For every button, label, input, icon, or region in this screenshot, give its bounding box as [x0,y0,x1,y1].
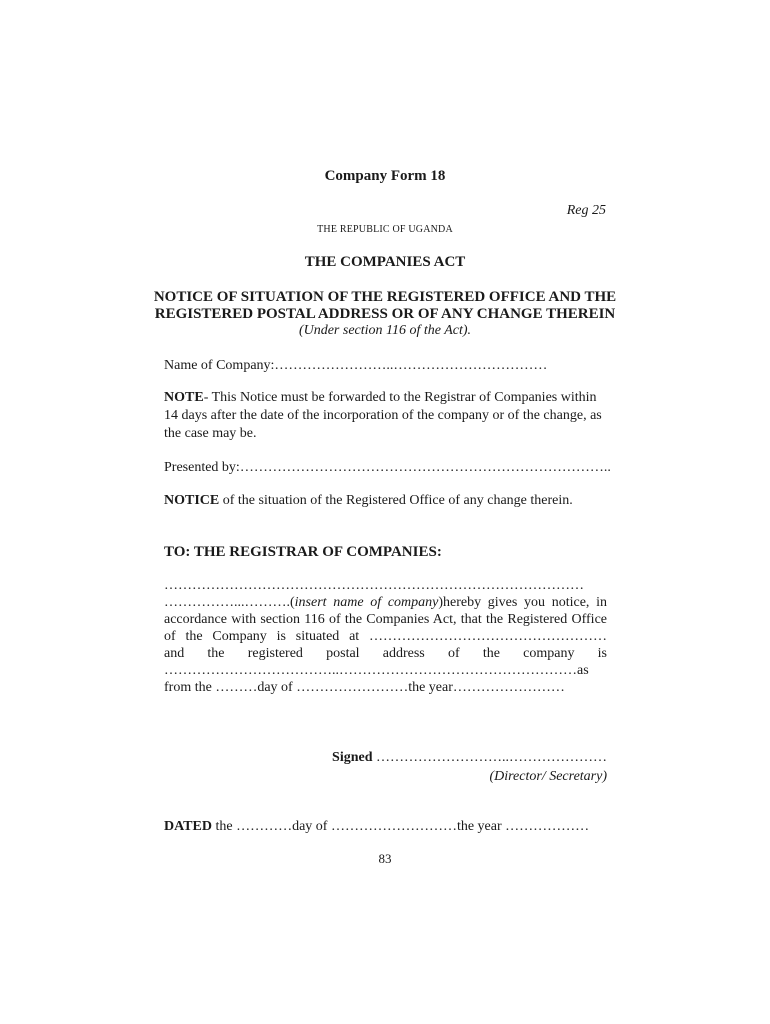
insert-company-name-hint: insert name of company [294,595,439,610]
notice-text: of the situation of the Registered Office of any change therein. [219,493,573,508]
paragraph-fragment: ……………...……….( [164,595,295,610]
company-name-field: Name of Company:……………………..…………………………… [164,358,548,373]
paragraph-line: accordance with section 116 of the Companies Act, that the Registered Office [164,612,607,627]
note-text: - This Notice must be forwarded to the Registrar of Companies within 14 days after the date of the incorporation of the company or of the change, as the case may be. [164,390,602,441]
note-label: NOTE [164,390,204,405]
signed-dots: ………………………..………………… [372,750,607,765]
paragraph-line: and the registered postal address of the company is [164,646,607,661]
notice-title-line-1: NOTICE OF SITUATION OF THE REGISTERED OFFICE AND THE [153,289,617,305]
note-paragraph [164,389,607,443]
form-title: Company Form 18 [324,168,446,184]
paragraph-line: ………………………………..……………………………………………as [164,663,589,678]
paragraph-line: ……………………………………………………………………………… [164,578,584,593]
presented-by-field: Presented by:…………………………………………………………………….. [164,460,611,475]
paragraph-line: of the Company is situated at …………………………………………… [164,629,607,644]
notice-label: NOTICE [164,493,220,508]
act-heading: THE COMPANIES ACT [304,254,466,270]
republic-heading: THE REPUBLIC OF UGANDA [317,224,453,235]
notice-paragraph [164,577,607,696]
signed-label: Signed [332,750,373,765]
to-registrar-heading: TO: THE REGISTRAR OF COMPANIES: [164,544,442,560]
dated-line [164,818,607,836]
notice-situation-line [164,492,607,510]
signatory-role: (Director/ Secretary) [489,769,607,784]
paragraph-fragment: )hereby gives you notice, in [438,595,607,610]
signed-line [332,750,607,766]
paragraph-line [164,594,607,611]
under-section-note: (Under section 116 of the Act). [298,323,472,338]
regulation-reference: Reg 25 [566,203,606,218]
dated-label: DATED [164,819,212,834]
paragraph-line: from the ………day of ……………………the year…………………… [164,680,565,695]
dated-text: the …………day of ………………………the year ……………… [211,819,590,834]
page-number: 83 [378,851,392,866]
notice-title-line-2: REGISTERED POSTAL ADDRESS OR OF ANY CHANGE THEREIN [154,306,616,322]
